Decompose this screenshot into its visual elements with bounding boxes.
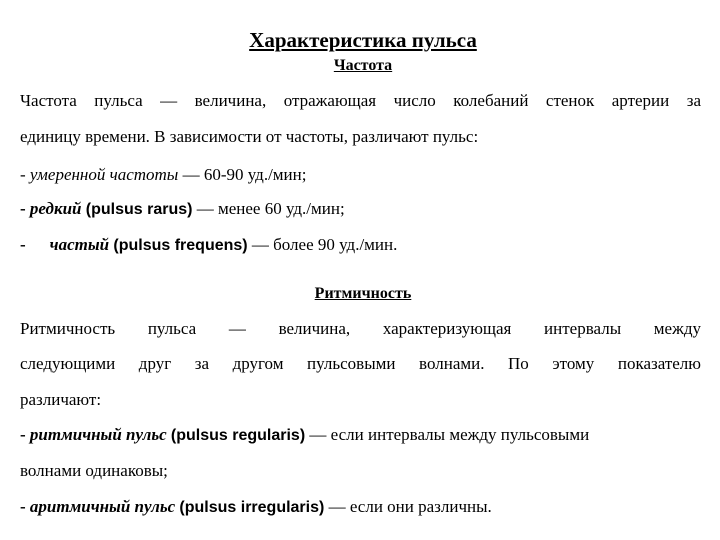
value-regular-line-1: — если интервалы между пульсовыми xyxy=(309,425,590,444)
page-title: Характеристика пульса xyxy=(249,28,477,52)
list-dash: - xyxy=(20,235,26,254)
value-regular-line-2: волнами одинаковы; xyxy=(20,461,168,480)
frequency-item-frequent xyxy=(20,234,701,257)
latin-frequent: (pulsus frequens) xyxy=(113,237,248,254)
frequency-definition-line-1: Частота пульса — величина, отражающая число колебаний стенок артерии за xyxy=(20,91,701,110)
rhythm-definition-line-3: различают: xyxy=(20,390,102,409)
frequency-definition-line-2: единицу времени. В зависимости от частоты, различают пульс: xyxy=(20,127,479,146)
rhythm-item-irregular xyxy=(20,496,701,519)
term-frequent: частый xyxy=(49,235,110,254)
latin-rare: (pulsus rarus) xyxy=(85,201,193,218)
term-regular: ритмичный пульс xyxy=(29,425,167,444)
section-heading-rhythm: Ритмичность xyxy=(314,285,412,302)
section-heading-frequency: Частота xyxy=(333,57,393,74)
latin-regular: (pulsus regularis) xyxy=(170,427,306,444)
rhythm-definition-line-1: Ритмичность пульса — величина, характеризующая интервалы между xyxy=(20,319,701,338)
term-rare: редкий xyxy=(29,199,82,218)
term-moderate: умеренной частоты xyxy=(29,165,179,184)
list-dash: - xyxy=(20,165,26,184)
list-dash: - xyxy=(20,497,26,516)
frequency-item-moderate xyxy=(20,164,701,186)
latin-irregular: (pulsus irregularis) xyxy=(179,499,325,516)
value-rare: — менее 60 уд./мин; xyxy=(196,199,345,218)
value-irregular: — если они различны. xyxy=(328,497,492,516)
list-dash: - xyxy=(20,425,26,444)
frequency-item-rare xyxy=(20,198,701,221)
value-moderate: — 60-90 уд./мин; xyxy=(182,165,307,184)
value-frequent: — более 90 уд./мин. xyxy=(251,235,398,254)
list-dash: - xyxy=(20,199,26,218)
rhythm-definition-line-2: следующими друг за другом пульсовыми волнами. По этому показателю xyxy=(20,354,701,373)
term-irregular: аритмичный пульс xyxy=(29,497,176,516)
rhythm-item-regular xyxy=(20,424,701,447)
